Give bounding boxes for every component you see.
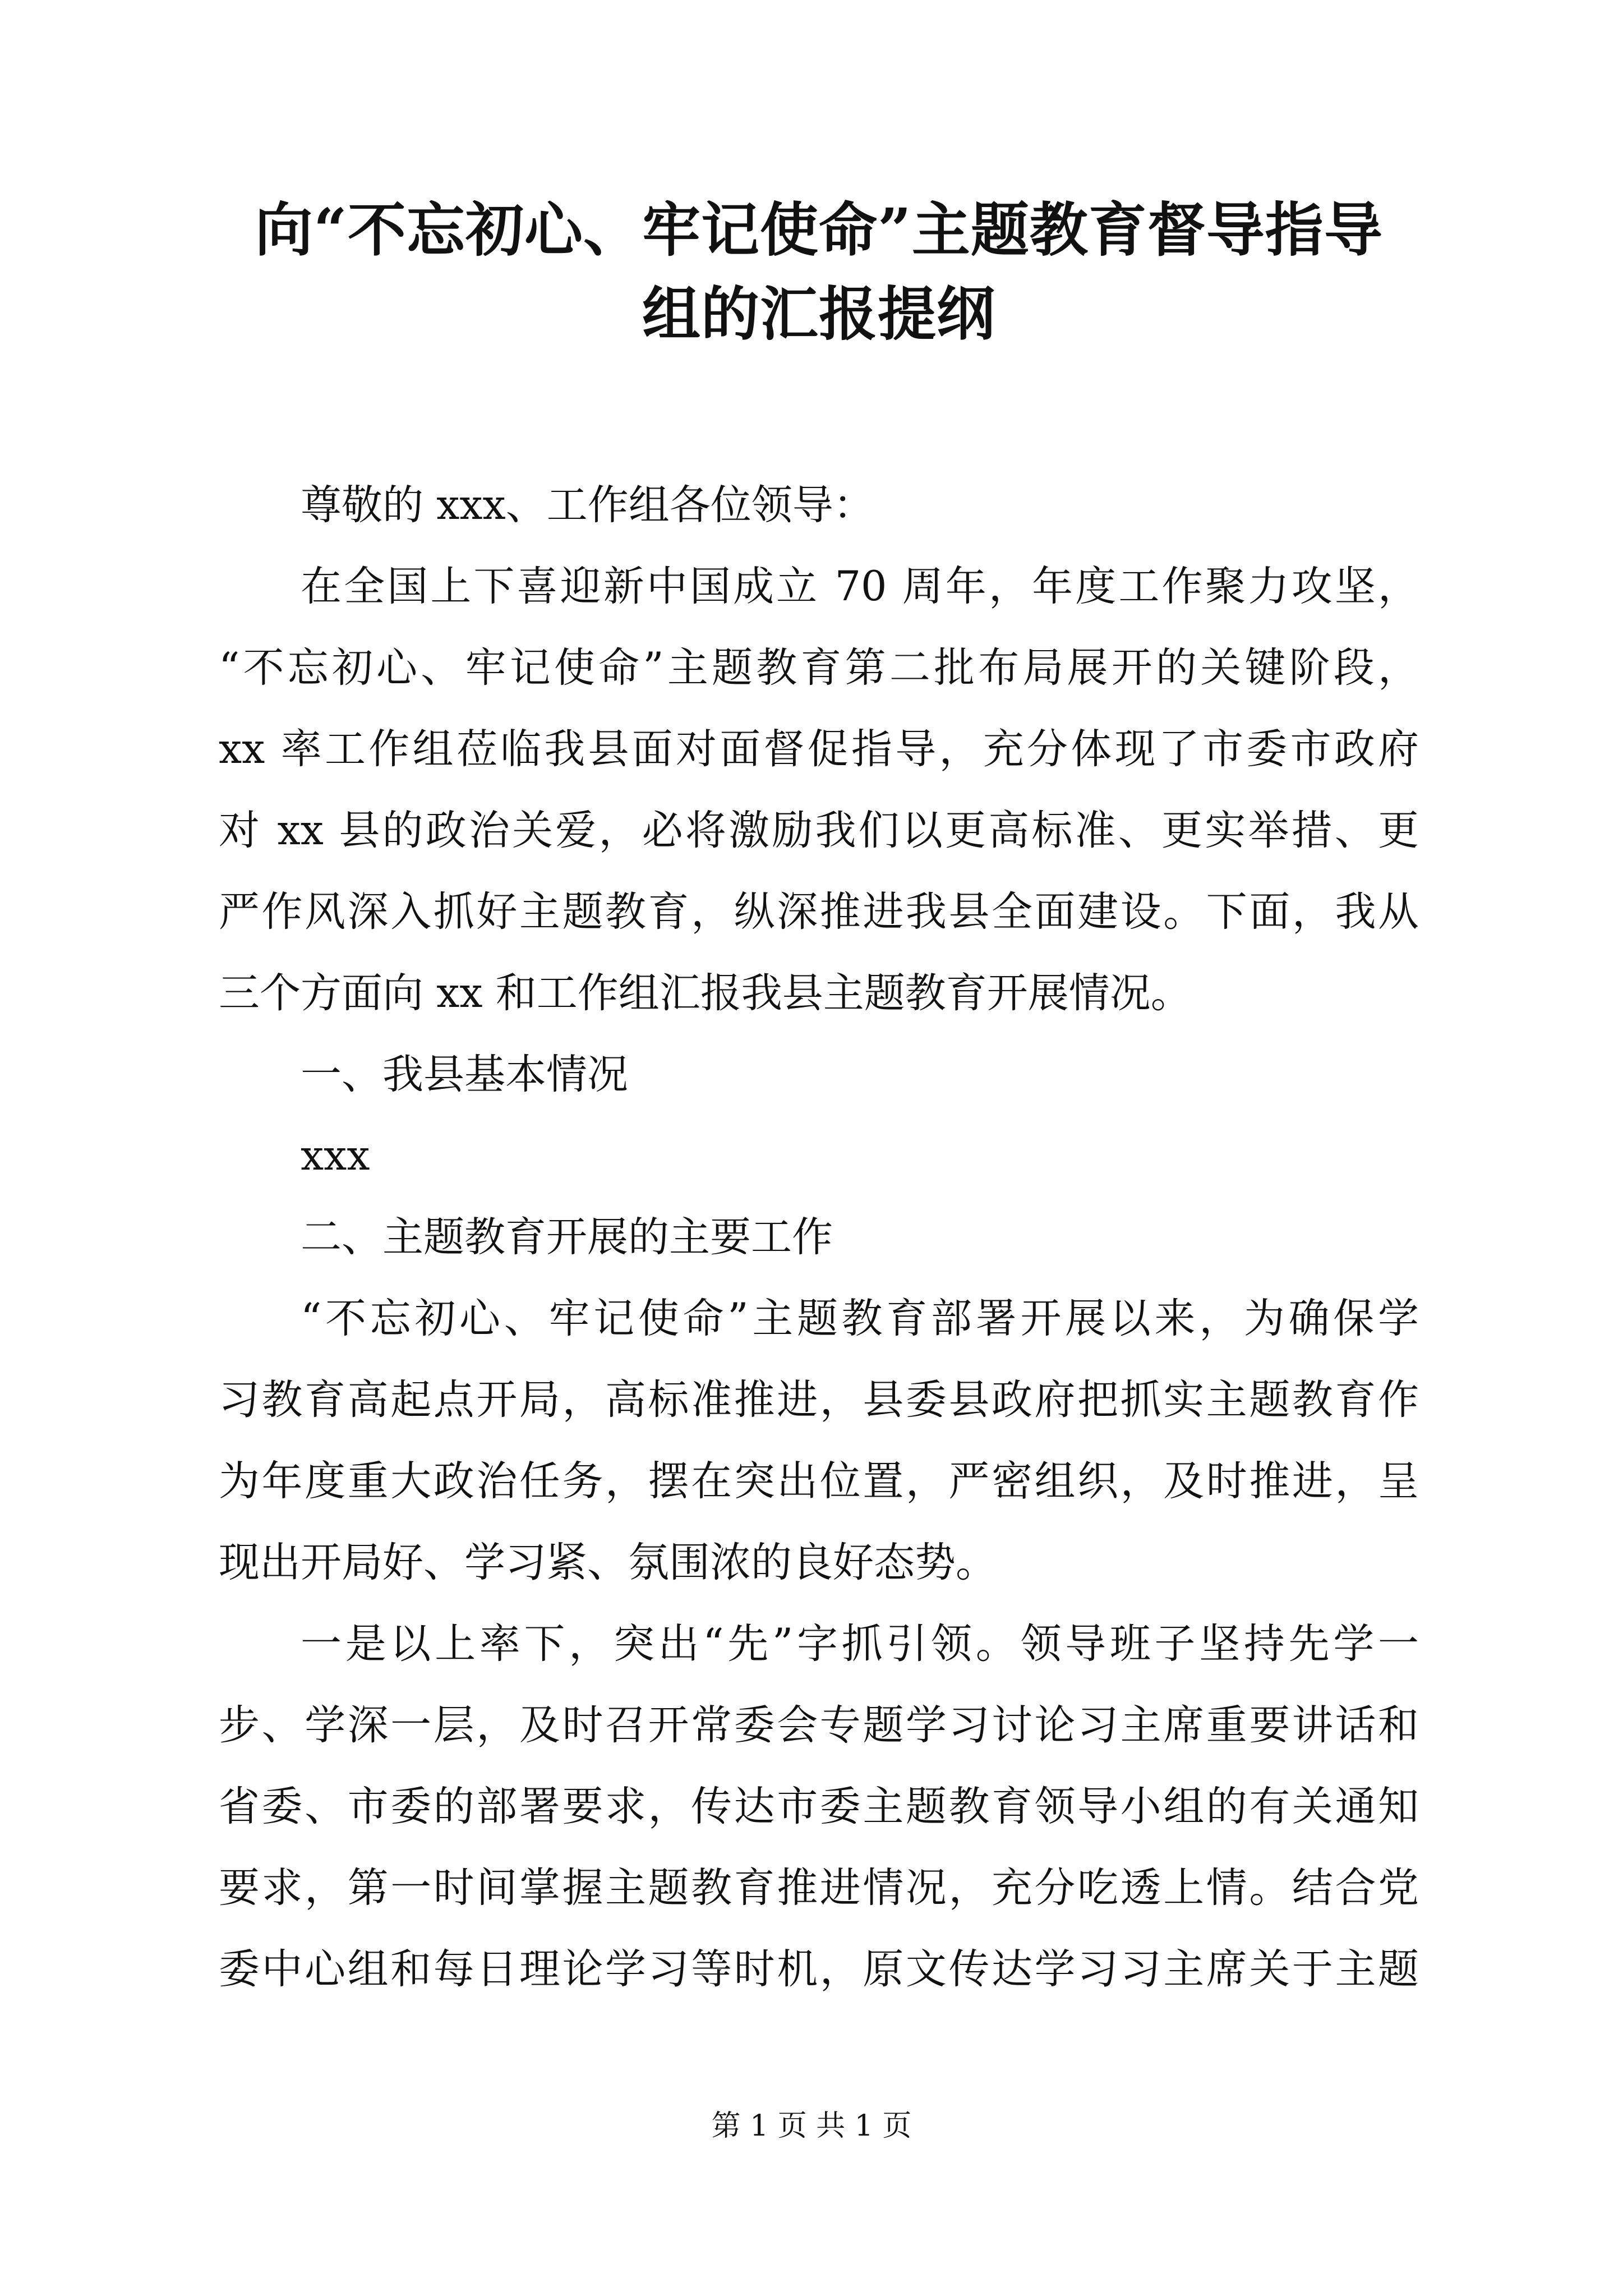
document-body — [219, 464, 1419, 2010]
text-line: 要求，第一时间掌握主题教育推进情况，充分吃透上情。结合党 — [219, 1864, 1419, 1912]
placeholder-paragraph — [219, 1115, 1419, 1197]
document-title — [213, 188, 1424, 356]
section-heading — [219, 1197, 1419, 1278]
title-line: 组的汇报提纲 — [642, 279, 995, 348]
text-line: 习教育高起点开局，高标准推进，县委县政府把抓实主题教育作 — [219, 1376, 1419, 1424]
section-heading — [219, 1034, 1419, 1115]
text-line: “不忘初心、牢记使命”主题教育第二批布局展开的关键阶段， — [219, 644, 1419, 692]
text-line: 二、主题教育开展的主要工作 — [301, 1213, 833, 1261]
page-footer: 第 1 页 共 1 页 — [711, 2109, 912, 2143]
text-line: 三个方面向 xx 和工作组汇报我县主题教育开展情况。 — [219, 969, 1192, 1017]
text-line: xx 率工作组莅临我县面对面督促指导，充分体现了市委市政府 — [219, 725, 1419, 773]
text-line: 严作风深入抓好主题教育，纵深推进我县全面建设。下面，我从 — [219, 888, 1419, 936]
text-line: 为年度重大政治任务，摆在突出位置，严密组织，及时推进，呈 — [219, 1457, 1419, 1505]
text-line: “不忘初心、牢记使命”主题教育部署开展以来，为确保学 — [301, 1295, 1419, 1342]
text-line: 在全国上下喜迎新中国成立 70 周年，年度工作聚力攻坚， — [301, 563, 1419, 610]
text-line: 委中心组和每日理论学习等时机，原文传达学习习主席关于主题 — [219, 1945, 1419, 1993]
text-line: 一、我县基本情况 — [301, 1051, 628, 1098]
text-line: 尊敬的 xxx、工作组各位领导： — [301, 481, 874, 529]
opening-paragraph — [219, 546, 1419, 1034]
text-line: 对 xx 县的政治关爱，必将激励我们以更高标准、更实举措、更 — [219, 807, 1419, 854]
title-line: 向“不忘初心、牢记使命”主题教育督导指导 — [255, 195, 1383, 264]
salutation-paragraph — [219, 464, 1419, 546]
body-paragraph — [219, 1278, 1419, 1603]
text-line: 省委、市委的部署要求，传达市委主题教育领导小组的有关通知 — [219, 1783, 1419, 1830]
body-paragraph — [219, 1603, 1419, 2010]
text-line: 一是以上率下，突出“先”字抓引领。领导班子坚持先学一 — [301, 1620, 1419, 1668]
text-line: 步、学深一层，及时召开常委会专题学习讨论习主席重要讲话和 — [219, 1701, 1419, 1749]
text-line: 现出开局好、学习紧、氛围浓的良好态势。 — [219, 1539, 997, 1586]
text-line: xxx — [301, 1132, 370, 1180]
